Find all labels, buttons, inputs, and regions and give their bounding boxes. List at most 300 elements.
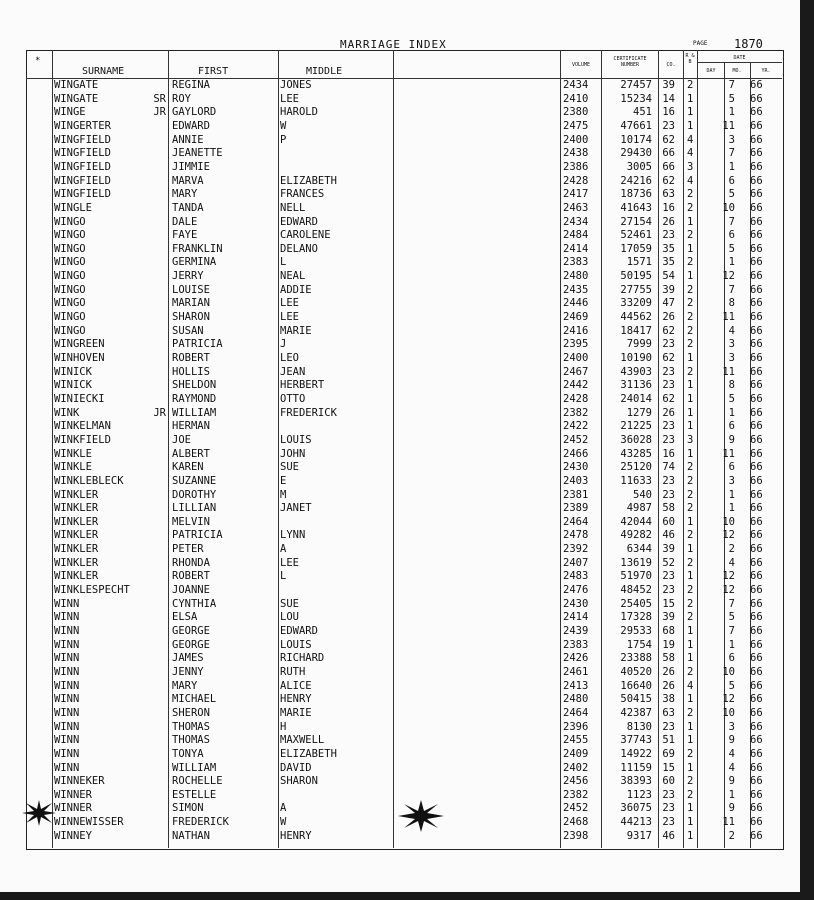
cell-mo: 3 <box>728 338 735 351</box>
cell-co: 16 <box>662 201 675 214</box>
cell-middle: ELIZABETH <box>280 174 337 187</box>
table-row <box>26 461 782 475</box>
cell-first: JOANNE <box>172 584 210 597</box>
cell-mo: 7 <box>728 283 735 296</box>
cell-yr: 66 <box>750 229 763 242</box>
cell-yr: 66 <box>750 652 763 665</box>
table-row <box>26 93 782 107</box>
cell-co: 35 <box>662 256 675 269</box>
table-row <box>26 584 782 598</box>
cell-r: 3 <box>687 433 694 446</box>
cell-cert: 13619 <box>620 556 652 569</box>
cell-co: 62 <box>662 352 675 364</box>
table-row <box>26 734 782 748</box>
table-row <box>26 202 782 216</box>
cell-surname: WINN <box>54 611 80 624</box>
cell-surname: WINKLER <box>54 502 99 515</box>
cell-yr: 66 <box>750 215 763 228</box>
cell-cert: 1571 <box>626 256 652 269</box>
cell-yr: 66 <box>750 106 763 119</box>
cell-cert: 51970 <box>620 570 652 583</box>
cell-surname: WINGO <box>54 283 86 296</box>
cell-surname: WINN <box>54 665 80 678</box>
cell-mo: 4 <box>728 324 735 337</box>
cell-mo: 6 <box>728 652 735 665</box>
cell-surname: WINKLER <box>54 515 99 528</box>
cell-cert: 10190 <box>620 352 652 364</box>
starburst-mark-icon <box>398 800 444 832</box>
cell-r: 2 <box>687 229 694 242</box>
cell-cert: 451 <box>633 106 652 119</box>
cell-yr: 66 <box>750 242 763 255</box>
cell-first: RHONDA <box>172 556 210 569</box>
cell-first: FRANKLIN <box>172 242 223 255</box>
table-row <box>26 516 782 530</box>
cell-yr: 66 <box>750 133 763 146</box>
cell-cert: 8130 <box>626 720 652 733</box>
cell-volume: 2381 <box>563 488 589 501</box>
cell-co: 26 <box>662 311 675 324</box>
cell-volume: 2467 <box>563 365 589 378</box>
cell-co: 68 <box>662 625 675 637</box>
cell-mo: 12 <box>722 584 735 597</box>
cell-surname: WINKLESPECHT <box>54 584 130 597</box>
cell-r: 1 <box>687 406 694 419</box>
cell-middle: JEAN <box>280 365 306 378</box>
cell-surname: WINKLER <box>54 556 99 569</box>
cell-r: 2 <box>687 311 694 324</box>
cell-volume: 2417 <box>563 188 589 201</box>
cell-cert: 17328 <box>620 611 652 624</box>
cell-co: 62 <box>662 392 675 405</box>
cell-co: 26 <box>662 665 675 678</box>
surname-header: SURNAME <box>82 66 125 77</box>
cell-r: 2 <box>687 461 694 474</box>
cell-cert: 43903 <box>620 365 652 378</box>
cell-r: 2 <box>687 474 694 487</box>
starburst-mark-icon <box>22 800 56 826</box>
cell-co: 62 <box>662 174 675 187</box>
cell-co: 23 <box>662 379 675 392</box>
cell-volume: 2435 <box>563 283 589 296</box>
cell-volume: 2476 <box>563 584 589 597</box>
cell-first: SUZANNE <box>172 474 217 487</box>
cell-r: 1 <box>687 652 694 665</box>
cell-first: ANNIE <box>172 133 204 146</box>
cell-cert: 6344 <box>626 543 652 556</box>
table-row <box>26 475 782 489</box>
cell-first: RAYMOND <box>172 392 217 405</box>
cell-surname: WINKLER <box>54 529 99 542</box>
cell-mo: 6 <box>728 174 735 187</box>
cell-volume: 2383 <box>563 256 589 269</box>
cell-yr: 66 <box>750 693 763 706</box>
cell-mo: 5 <box>728 92 735 105</box>
date-header-rule <box>697 62 782 63</box>
cell-r: 3 <box>687 160 694 173</box>
cell-cert: 47661 <box>620 119 652 132</box>
cell-first: GAYLORD <box>172 106 217 119</box>
cell-middle: LOUIS <box>280 433 312 446</box>
cell-cert: 25405 <box>620 597 652 610</box>
cell-middle: HAROLD <box>280 106 318 119</box>
cell-first: WILLIAM <box>172 406 217 419</box>
cell-r: 2 <box>687 529 694 542</box>
cell-r: 1 <box>687 734 694 747</box>
cell-surname: WINN <box>54 734 80 747</box>
cell-co: 54 <box>662 270 675 283</box>
cell-cert: 16640 <box>620 679 652 692</box>
cell-volume: 2402 <box>563 761 589 774</box>
cell-middle: EDWARD <box>280 625 318 637</box>
cell-surname: WINKFIELD <box>54 433 111 446</box>
cell-middle: NEAL <box>280 270 306 283</box>
cell-middle: L <box>280 570 287 583</box>
cell-r: 1 <box>687 92 694 105</box>
cell-co: 23 <box>662 119 675 132</box>
cell-yr: 66 <box>750 311 763 324</box>
cell-volume: 2464 <box>563 706 589 719</box>
cell-yr: 66 <box>750 625 763 637</box>
cell-co: 62 <box>662 324 675 337</box>
cell-middle: J <box>280 338 287 351</box>
cell-cert: 11159 <box>620 761 652 774</box>
cell-surname: WINGO <box>54 297 86 310</box>
cell-surname: WINGLE <box>54 201 92 214</box>
certificate-header: CERTIFICATE NUMBER <box>613 56 647 68</box>
cell-surname: WINKLEBLECK <box>54 474 124 487</box>
cell-volume: 2442 <box>563 379 589 392</box>
table-row <box>26 625 782 639</box>
cell-volume: 2380 <box>563 106 589 119</box>
cell-yr: 66 <box>750 638 763 651</box>
cell-cert: 27755 <box>620 283 652 296</box>
cell-mo: 4 <box>728 761 735 774</box>
cell-yr: 66 <box>750 720 763 733</box>
cell-first: FREDERICK <box>172 816 229 829</box>
page-number: 1870 <box>734 37 763 51</box>
cell-surname: WINN <box>54 761 80 774</box>
cell-suffix: SR <box>153 92 166 105</box>
cell-co: 69 <box>662 747 675 760</box>
cell-cert: 18736 <box>620 188 652 201</box>
cell-first: JENNY <box>172 665 204 678</box>
cell-yr: 66 <box>750 802 763 815</box>
cell-co: 62 <box>662 133 675 146</box>
cell-volume: 2428 <box>563 392 589 405</box>
cell-middle: MARIE <box>280 706 312 719</box>
cell-cert: 52461 <box>620 229 652 242</box>
cell-mo: 10 <box>722 706 735 719</box>
cell-surname: WINGO <box>54 311 86 324</box>
cell-yr: 66 <box>750 160 763 173</box>
table-row <box>26 639 782 653</box>
table-row <box>26 188 782 202</box>
cell-mo: 7 <box>728 625 735 637</box>
cell-surname: WINIECKI <box>54 392 105 405</box>
table-row <box>26 543 782 557</box>
cell-middle: W <box>280 816 287 829</box>
cell-volume: 2468 <box>563 816 589 829</box>
cell-middle: DAVID <box>280 761 312 774</box>
cell-r: 1 <box>687 816 694 829</box>
table-row <box>26 693 782 707</box>
cell-middle: LEE <box>280 311 299 324</box>
cell-surname: WINKLE <box>54 461 92 474</box>
cell-cert: 48452 <box>620 584 652 597</box>
cell-surname: WINNER <box>54 802 92 815</box>
cell-mo: 7 <box>728 147 735 160</box>
table-row <box>26 502 782 516</box>
cell-middle: ADDIE <box>280 283 312 296</box>
cell-yr: 66 <box>750 611 763 624</box>
cell-volume: 2422 <box>563 420 589 433</box>
cell-r: 4 <box>687 147 694 160</box>
cell-mo: 2 <box>728 543 735 556</box>
cell-first: ROBERT <box>172 352 210 364</box>
cell-cert: 15234 <box>620 92 652 105</box>
cell-co: 35 <box>662 242 675 255</box>
cell-surname: WINN <box>54 720 80 733</box>
cell-r: 1 <box>687 543 694 556</box>
table-row <box>26 134 782 148</box>
cell-r: 1 <box>687 829 694 842</box>
cell-first: SIMON <box>172 802 204 815</box>
cell-volume: 2464 <box>563 515 589 528</box>
cell-co: 23 <box>662 229 675 242</box>
table-row <box>26 448 782 462</box>
cell-surname: WINICK <box>54 365 92 378</box>
cell-middle: FREDERICK <box>280 406 337 419</box>
table-row <box>26 598 782 612</box>
cell-mo: 1 <box>728 788 735 801</box>
cell-r: 2 <box>687 665 694 678</box>
cell-volume: 2469 <box>563 311 589 324</box>
table-row <box>26 229 782 243</box>
cell-mo: 12 <box>722 693 735 706</box>
cell-suffix: JR <box>153 406 166 419</box>
cell-first: SHARON <box>172 311 210 324</box>
cell-middle: E <box>280 474 287 487</box>
cell-co: 51 <box>662 734 675 747</box>
cell-middle: SUE <box>280 461 299 474</box>
cell-first: NATHAN <box>172 829 210 842</box>
cell-volume: 2413 <box>563 679 589 692</box>
table-row <box>26 311 782 325</box>
cell-yr: 66 <box>750 297 763 310</box>
cell-mo: 9 <box>728 433 735 446</box>
cell-yr: 66 <box>750 829 763 842</box>
cell-r: 2 <box>687 706 694 719</box>
cell-yr: 66 <box>750 543 763 556</box>
cell-cert: 44562 <box>620 311 652 324</box>
cell-mo: 7 <box>728 597 735 610</box>
cell-surname: WINGO <box>54 215 86 228</box>
cell-co: 23 <box>662 720 675 733</box>
cell-cert: 42387 <box>620 706 652 719</box>
cell-middle: SUE <box>280 597 299 610</box>
cell-r: 2 <box>687 584 694 597</box>
cell-middle: OTTO <box>280 392 306 405</box>
cell-r: 2 <box>687 297 694 310</box>
table-row <box>26 611 782 625</box>
cell-co: 46 <box>662 829 675 842</box>
cell-yr: 66 <box>750 665 763 678</box>
month-header: MO. <box>732 68 742 74</box>
year-header: YR. <box>761 68 771 74</box>
cell-mo: 3 <box>728 133 735 146</box>
cell-first: DALE <box>172 215 198 228</box>
cell-cert: 1754 <box>626 638 652 651</box>
cell-surname: WINGO <box>54 256 86 269</box>
table-row <box>26 570 782 584</box>
cell-mo: 5 <box>728 392 735 405</box>
cell-first: LILLIAN <box>172 502 217 515</box>
cell-middle: A <box>280 543 287 556</box>
cell-surname: WINGFIELD <box>54 133 111 146</box>
cell-surname: WINGATE <box>54 79 99 91</box>
cell-co: 58 <box>662 502 675 515</box>
cell-surname: WINGO <box>54 242 86 255</box>
cell-volume: 2398 <box>563 829 589 842</box>
cell-yr: 66 <box>750 529 763 542</box>
cell-cert: 29533 <box>620 625 652 637</box>
cell-co: 39 <box>662 543 675 556</box>
cell-volume: 2392 <box>563 543 589 556</box>
cell-r: 4 <box>687 679 694 692</box>
cell-cert: 11633 <box>620 474 652 487</box>
cell-co: 23 <box>662 420 675 433</box>
cell-first: HERMAN <box>172 420 210 433</box>
table-row <box>26 79 782 93</box>
cell-mo: 5 <box>728 611 735 624</box>
cell-mo: 1 <box>728 502 735 515</box>
cell-cert: 4987 <box>626 502 652 515</box>
table-row <box>26 666 782 680</box>
cell-volume: 2434 <box>563 79 589 91</box>
cell-cert: 14922 <box>620 747 652 760</box>
cell-volume: 2382 <box>563 788 589 801</box>
cell-mo: 11 <box>722 447 735 460</box>
cell-cert: 10174 <box>620 133 652 146</box>
cell-mo: 9 <box>728 775 735 788</box>
page-label: PAGE <box>693 40 708 47</box>
cell-middle: LOUIS <box>280 638 312 651</box>
cell-volume: 2439 <box>563 625 589 637</box>
cell-yr: 66 <box>750 92 763 105</box>
cell-middle: CAROLENE <box>280 229 331 242</box>
cell-r: 1 <box>687 638 694 651</box>
cell-r: 1 <box>687 720 694 733</box>
cell-volume: 2416 <box>563 324 589 337</box>
cell-first: MARVA <box>172 174 204 187</box>
cell-first: PETER <box>172 543 204 556</box>
cell-mo: 7 <box>728 79 735 91</box>
cell-cert: 1279 <box>626 406 652 419</box>
cell-r: 1 <box>687 420 694 433</box>
cell-yr: 66 <box>750 365 763 378</box>
cell-co: 26 <box>662 679 675 692</box>
cell-middle: ALICE <box>280 679 312 692</box>
cell-surname: WINKLER <box>54 488 99 501</box>
cell-first: SHELDON <box>172 379 217 392</box>
document-title: MARRIAGE INDEX <box>340 38 447 51</box>
cell-r: 4 <box>687 174 694 187</box>
cell-first: MARIAN <box>172 297 210 310</box>
cell-co: 63 <box>662 706 675 719</box>
cell-volume: 2438 <box>563 147 589 160</box>
table-row <box>26 434 782 448</box>
cell-co: 38 <box>662 693 675 706</box>
cell-cert: 23388 <box>620 652 652 665</box>
cell-yr: 66 <box>750 679 763 692</box>
cell-yr: 66 <box>750 433 763 446</box>
cell-volume: 2396 <box>563 720 589 733</box>
cell-r: 1 <box>687 515 694 528</box>
cell-surname: WINNEY <box>54 829 92 842</box>
cell-surname: WINGFIELD <box>54 147 111 160</box>
table-row <box>26 270 782 284</box>
table-row <box>26 775 782 789</box>
cell-first: PATRICIA <box>172 338 223 351</box>
cell-r: 2 <box>687 597 694 610</box>
cell-r: 2 <box>687 556 694 569</box>
cell-middle: LEE <box>280 297 299 310</box>
cell-surname: WINN <box>54 747 80 760</box>
cell-co: 39 <box>662 283 675 296</box>
cell-yr: 66 <box>750 461 763 474</box>
cell-middle: JONES <box>280 79 312 91</box>
cell-yr: 66 <box>750 270 763 283</box>
cell-yr: 66 <box>750 338 763 351</box>
table-row <box>26 352 782 366</box>
cell-mo: 4 <box>728 556 735 569</box>
cell-mo: 1 <box>728 106 735 119</box>
cell-co: 23 <box>662 365 675 378</box>
cell-yr: 66 <box>750 488 763 501</box>
cell-first: ELSA <box>172 611 198 624</box>
cell-co: 14 <box>662 92 675 105</box>
cell-middle: HENRY <box>280 693 312 706</box>
cell-first: ROBERT <box>172 570 210 583</box>
cell-volume: 2414 <box>563 611 589 624</box>
cell-first: JOE <box>172 433 191 446</box>
cell-cert: 25120 <box>620 461 652 474</box>
cell-r: 1 <box>687 270 694 283</box>
cell-cert: 40520 <box>620 665 652 678</box>
cell-cert: 31136 <box>620 379 652 392</box>
cell-co: 26 <box>662 406 675 419</box>
cell-mo: 8 <box>728 297 735 310</box>
table-row <box>26 707 782 721</box>
cell-mo: 5 <box>728 188 735 201</box>
cell-volume: 2382 <box>563 406 589 419</box>
cell-middle: SHARON <box>280 775 318 788</box>
cell-volume: 2430 <box>563 461 589 474</box>
cell-co: 15 <box>662 761 675 774</box>
table-row <box>26 652 782 666</box>
cell-surname: WINN <box>54 652 80 665</box>
cell-yr: 66 <box>750 174 763 187</box>
cell-mo: 1 <box>728 406 735 419</box>
cell-r: 2 <box>687 256 694 269</box>
cell-cert: 29430 <box>620 147 652 160</box>
cell-r: 1 <box>687 215 694 228</box>
cell-yr: 66 <box>750 256 763 269</box>
cell-yr: 66 <box>750 324 763 337</box>
cell-mo: 1 <box>728 488 735 501</box>
cell-r: 1 <box>687 392 694 405</box>
